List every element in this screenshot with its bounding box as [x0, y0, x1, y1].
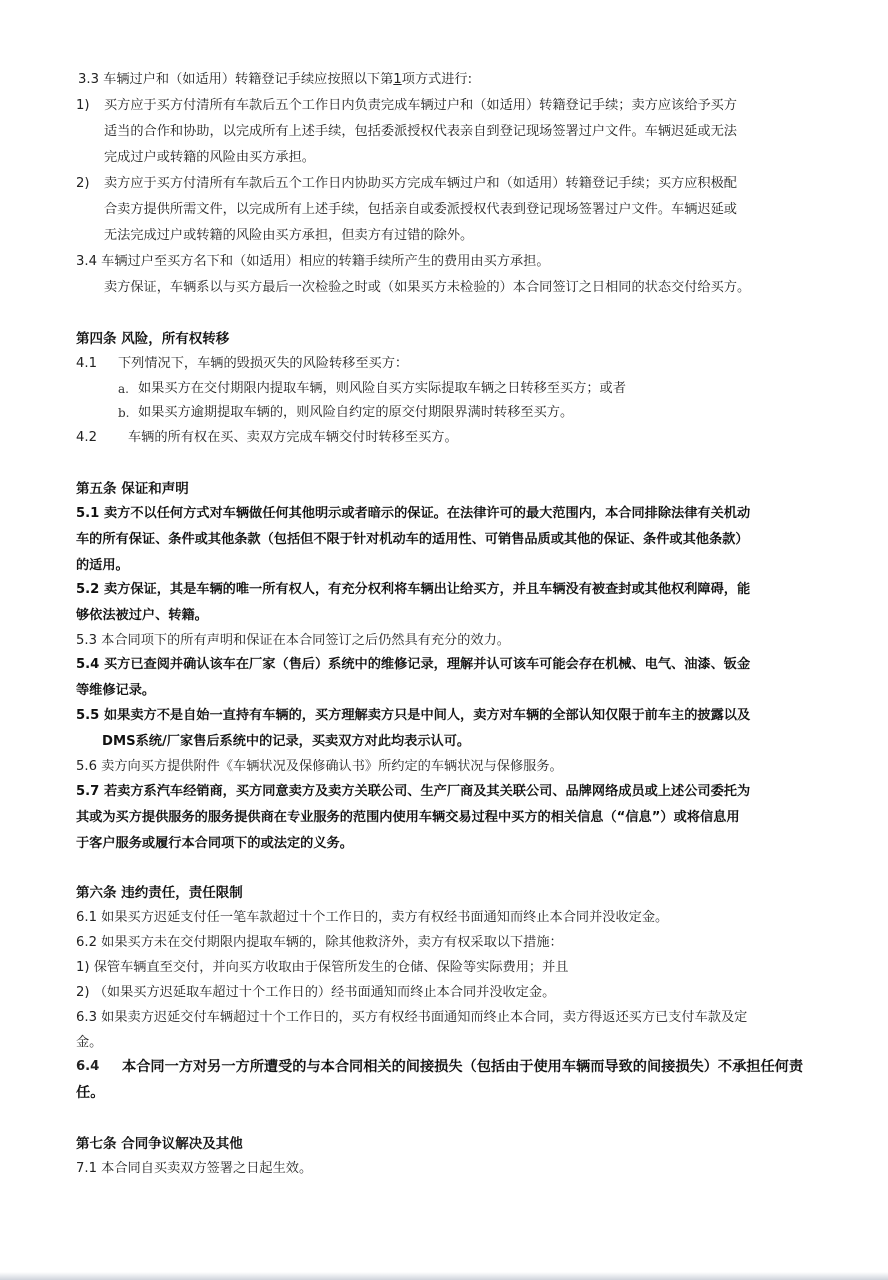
- clause-3-4: 3.4 车辆过户至买方名下和（如适用）相应的转籍手续所产生的费用由买方承担。: [76, 254, 550, 269]
- clause-6-4-line-2: 任。: [76, 1085, 105, 1101]
- clause-5-1-line-2: 车的所有保证、条件或其他条款（包括但不限于针对机动车的适用性、可销售品质或其他的保证、条件或其他条款）: [76, 532, 749, 547]
- clause-3-3: [78, 72, 472, 88]
- clause-7-1: 7.1 本合同自买卖双方签署之日起生效。: [76, 1161, 313, 1176]
- article-5-title: 第五条 保证和声明: [76, 481, 189, 497]
- clause-6-3-line-2: 金。: [76, 1035, 103, 1050]
- item-2-line-2: 合卖方提供所需文件，以完成所有上述手续，包括亲自或委派授权代表到登记现场签署过户文件。车辆迟延或: [104, 202, 737, 217]
- clause-5-3: 5.3 本合同项下的所有声明和保证在本合同签订之后仍然具有充分的效力。: [76, 633, 510, 648]
- clause-5-4-line-2: 等维修记录。: [76, 683, 156, 698]
- clause-6-4-number: 6.4: [76, 1059, 100, 1074]
- clause-5-7-line-2: 其或为买方提供服务的服务提供商在专业服务的范围内使用车辆交易过程中买方的相关信息（“信息”）或将信息用: [76, 810, 740, 825]
- clause-4-2-number: 4.2: [76, 430, 97, 445]
- article-7-title: 第七条 合同争议解决及其他: [76, 1136, 243, 1152]
- item-1-line-3: 完成过户或转籍的风险由买方承担。: [104, 150, 315, 165]
- clause-5-5-line-2: DMS系统/厂家售后系统中的记录，买卖双方对此均表示认可。: [102, 734, 471, 749]
- clause-3-3-tail: 项方式进行:: [401, 72, 473, 87]
- clause-4-1-b-marker: b.: [118, 406, 130, 420]
- clause-5-1-line-1: 5.1 卖方不以任何方式对车辆做任何其他明示或者暗示的保证。在法律许可的最大范围内，本合同排除法律有关机动: [76, 506, 751, 521]
- clause-6-4-line-1: 本合同一方对另一方所遭受的与本合同相关的间接损失（包括由于使用车辆而导致的间接损失）不承担任何责: [122, 1059, 804, 1075]
- clause-5-5-line-1: 5.5 如果卖方不是自始一直持有车辆的，买方理解卖方只是中间人，卖方对车辆的全部认知仅限于前车主的披露以及: [76, 708, 751, 723]
- clause-3-3-choice: 1: [393, 72, 402, 87]
- clause-4-2: 车辆的所有权在买、卖双方完成车辆交付时转移至买方。: [128, 430, 458, 445]
- item-2-line-3: 无法完成过户或转籍的风险由买方承担，但卖方有过错的除外。: [104, 228, 474, 243]
- clause-3-3-text: 3.3 车辆过户和（如适用）转籍登记手续应按照以下第: [78, 72, 394, 87]
- clause-4-1-number: 4.1: [76, 356, 97, 371]
- clause-4-1: 下列情况下，车辆的毁损灭失的风险转移至买方：: [118, 356, 409, 371]
- clause-3-4-guarantee: 卖方保证，车辆系以与买方最后一次检验之时或（如果买方未检验的）本合同签订之日相同的状态交付给买方。: [104, 280, 751, 295]
- item-2-number: 2): [76, 176, 90, 191]
- article-4-title: 第四条 风险，所有权转移: [76, 331, 230, 347]
- clause-6-2: 6.2 如果买方未在交付期限内提取车辆的，除其他救济外，卖方有权采取以下措施：: [76, 935, 563, 950]
- item-1-line-2: 适当的合作和协助，以完成所有上述手续，包括委派授权代表亲自到登记现场签署过户文件。车辆迟延或无法: [104, 124, 737, 139]
- clause-6-2-item-1: 1) 保管车辆直至交付，并向买方收取由于保管所发生的仓储、保险等实际费用；并且: [76, 960, 569, 975]
- clause-5-4-line-1: 5.4 买方已查阅并确认该车在厂家（售后）系统中的维修记录，理解并认可该车可能会存在机械、电气、油漆、钣金: [76, 657, 751, 672]
- clause-4-1-b: 如果买方逾期提取车辆的，则风险自约定的原交付期限界满时转移至买方。: [138, 405, 574, 420]
- item-1-number: 1): [76, 98, 90, 113]
- clause-5-2-line-2: 够依法被过户、转籍。: [76, 608, 208, 623]
- item-1-line-1: 买方应于买方付清所有车款后五个工作日内负责完成车辆过户和（如适用）转籍登记手续；卖方应该给予买方: [104, 98, 737, 113]
- clause-5-1-line-3: 的适用。: [76, 558, 129, 573]
- clause-5-6: 5.6 卖方向买方提供附件《车辆状况及保修确认书》所约定的车辆状况与保修服务。: [76, 759, 563, 774]
- clause-4-1-a: 如果买方在交付期限内提取车辆，则风险自买方实际提取车辆之日转移至买方；或者: [138, 381, 626, 396]
- clause-5-7-line-3: 于客户服务或履行本合同项下的或法定的义务。: [76, 836, 353, 851]
- clause-5-2-line-1: 5.2 卖方保证，其是车辆的唯一所有权人，有充分权利将车辆出让给买方，并且车辆没有被查封或其他权利障碍，能: [76, 582, 751, 597]
- clause-6-1: 6.1 如果买方迟延支付任一笔车款超过十个工作日的，卖方有权经书面通知而终止本合同并没收定金。: [76, 910, 669, 925]
- article-6-title: 第六条 违约责任，责任限制: [76, 885, 243, 901]
- clause-5-7-line-1: 5.7 若卖方系汽车经销商，买方同意卖方及卖方关联公司、生产厂商及其关联公司、品牌网络成员或上述公司委托为: [76, 784, 751, 799]
- clause-6-2-item-2: 2) （如果买方迟延取车超过十个工作日的）经书面通知而终止本合同并没收定金。: [76, 985, 556, 1000]
- scan-bottom-edge: [0, 1272, 888, 1280]
- clause-6-3-line-1: 6.3 如果卖方迟延交付车辆超过十个工作日的，买方有权经书面通知而终止本合同，卖方得返还买方已支付车款及定: [76, 1010, 748, 1025]
- item-2-line-1: 卖方应于买方付清所有车款后五个工作日内协助买方完成车辆过户和（如适用）转籍登记手续；买方应积极配: [104, 176, 737, 191]
- clause-4-1-a-marker: a.: [118, 382, 129, 396]
